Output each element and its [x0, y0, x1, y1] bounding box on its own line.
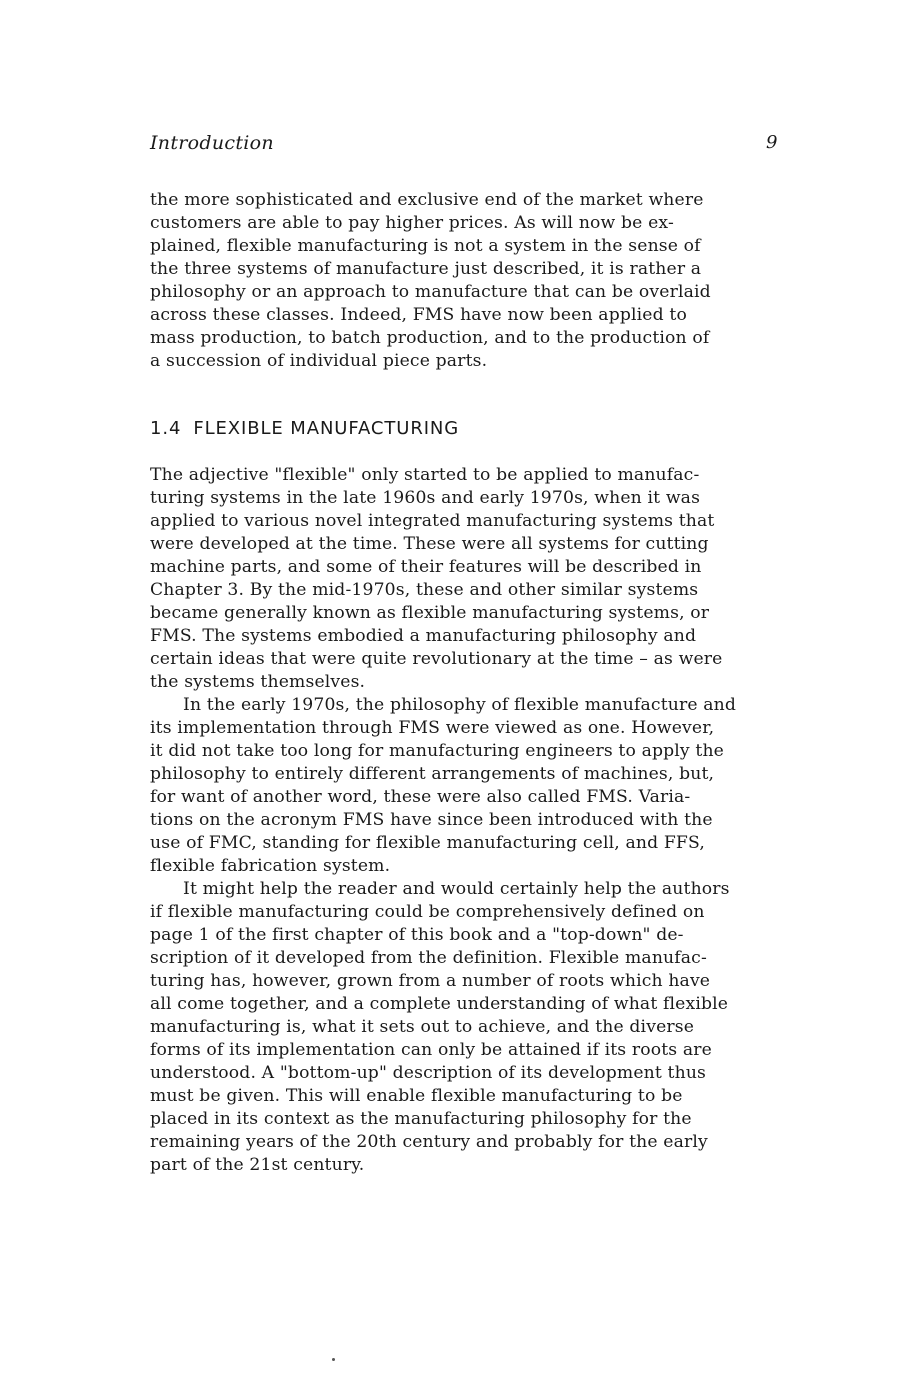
text-line: flexible fabrication system.: [150, 856, 391, 876]
text-line: plained, flexible manufacturing is not a system in the sense of: [150, 236, 701, 256]
section-title: FLEXIBLE MANUFACTURING: [193, 418, 460, 439]
text-line: philosophy or an approach to manufacture that can be overlaid: [150, 282, 711, 302]
text-line: In the early 1970s, the philosophy of flexible manufacture and: [183, 695, 737, 715]
running-head: Introduction: [150, 132, 274, 154]
text-line: for want of another word, these were also called FMS. Varia-: [150, 787, 691, 807]
text-line: if flexible manufacturing could be comprehensively defined on: [150, 902, 705, 922]
text-line: page 1 of the first chapter of this book and a "top-down" de-: [150, 925, 684, 945]
text-line: were developed at the time. These were all systems for cutting: [150, 534, 709, 554]
text-line: understood. A "bottom-up" description of its development thus: [150, 1063, 707, 1083]
text-line: manufacturing is, what it sets out to achieve, and the diverse: [150, 1017, 695, 1037]
text-line: machine parts, and some of their features will be described in: [150, 557, 702, 577]
text-line: mass production, to batch production, and to the production of: [150, 328, 710, 348]
text-line: turing systems in the late 1960s and early 1970s, when it was: [150, 488, 701, 508]
text-line: all come together, and a complete understanding of what flexible: [150, 994, 729, 1014]
text-line: applied to various novel integrated manufacturing systems that: [150, 511, 715, 531]
text-line: Chapter 3. By the mid-1970s, these and other similar systems: [150, 580, 699, 600]
section-body: [150, 464, 790, 1177]
paragraph: [150, 464, 790, 694]
text-line: must be given. This will enable flexible manufacturing to be: [150, 1086, 683, 1106]
text-line: its implementation through FMS were viewed as one. However,: [150, 718, 715, 738]
text-line: part of the 21st century.: [150, 1155, 365, 1175]
intro-paragraph: [150, 189, 790, 373]
text-line: the systems themselves.: [150, 672, 366, 692]
text-line: the three systems of manufacture just described, it is rather a: [150, 259, 702, 279]
text-line: certain ideas that were quite revolutionary at the time – as were: [150, 649, 723, 669]
text-line: FMS. The systems embodied a manufacturing philosophy and: [150, 626, 697, 646]
text-line: remaining years of the 20th century and probably for the early: [150, 1132, 708, 1152]
section-number: 1.4: [150, 418, 182, 439]
text-line: across these classes. Indeed, FMS have now been applied to: [150, 305, 687, 325]
text-line: The adjective "flexible" only started to be applied to manufac-: [150, 465, 700, 485]
text-line: placed in its context as the manufacturing philosophy for the: [150, 1109, 692, 1129]
text-line: forms of its implementation can only be attained if its roots are: [150, 1040, 712, 1060]
text-line: became generally known as flexible manufacturing systems, or: [150, 603, 710, 623]
text-line: a succession of individual piece parts.: [150, 351, 488, 371]
paragraph: [150, 878, 790, 1177]
text-line: the more sophisticated and exclusive end of the market where: [150, 190, 704, 210]
text-line: It might help the reader and would certainly help the authors: [183, 879, 730, 899]
text-line: use of FMC, standing for flexible manufacturing cell, and FFS,: [150, 833, 705, 853]
page-number: 9: [766, 132, 778, 153]
text-line: tions on the acronym FMS have since been introduced with the: [150, 810, 713, 830]
scan-speck: [332, 1358, 335, 1361]
text-line: philosophy to entirely different arrangements of machines, but,: [150, 764, 715, 784]
text-line: it did not take too long for manufacturing engineers to apply the: [150, 741, 724, 761]
text-line: customers are able to pay higher prices. As will now be ex-: [150, 213, 674, 233]
text-line: scription of it developed from the definition. Flexible manufac-: [150, 948, 707, 968]
section-heading: [150, 418, 459, 439]
text-line: turing has, however, grown from a number of roots which have: [150, 971, 711, 991]
paragraph: [150, 694, 790, 878]
